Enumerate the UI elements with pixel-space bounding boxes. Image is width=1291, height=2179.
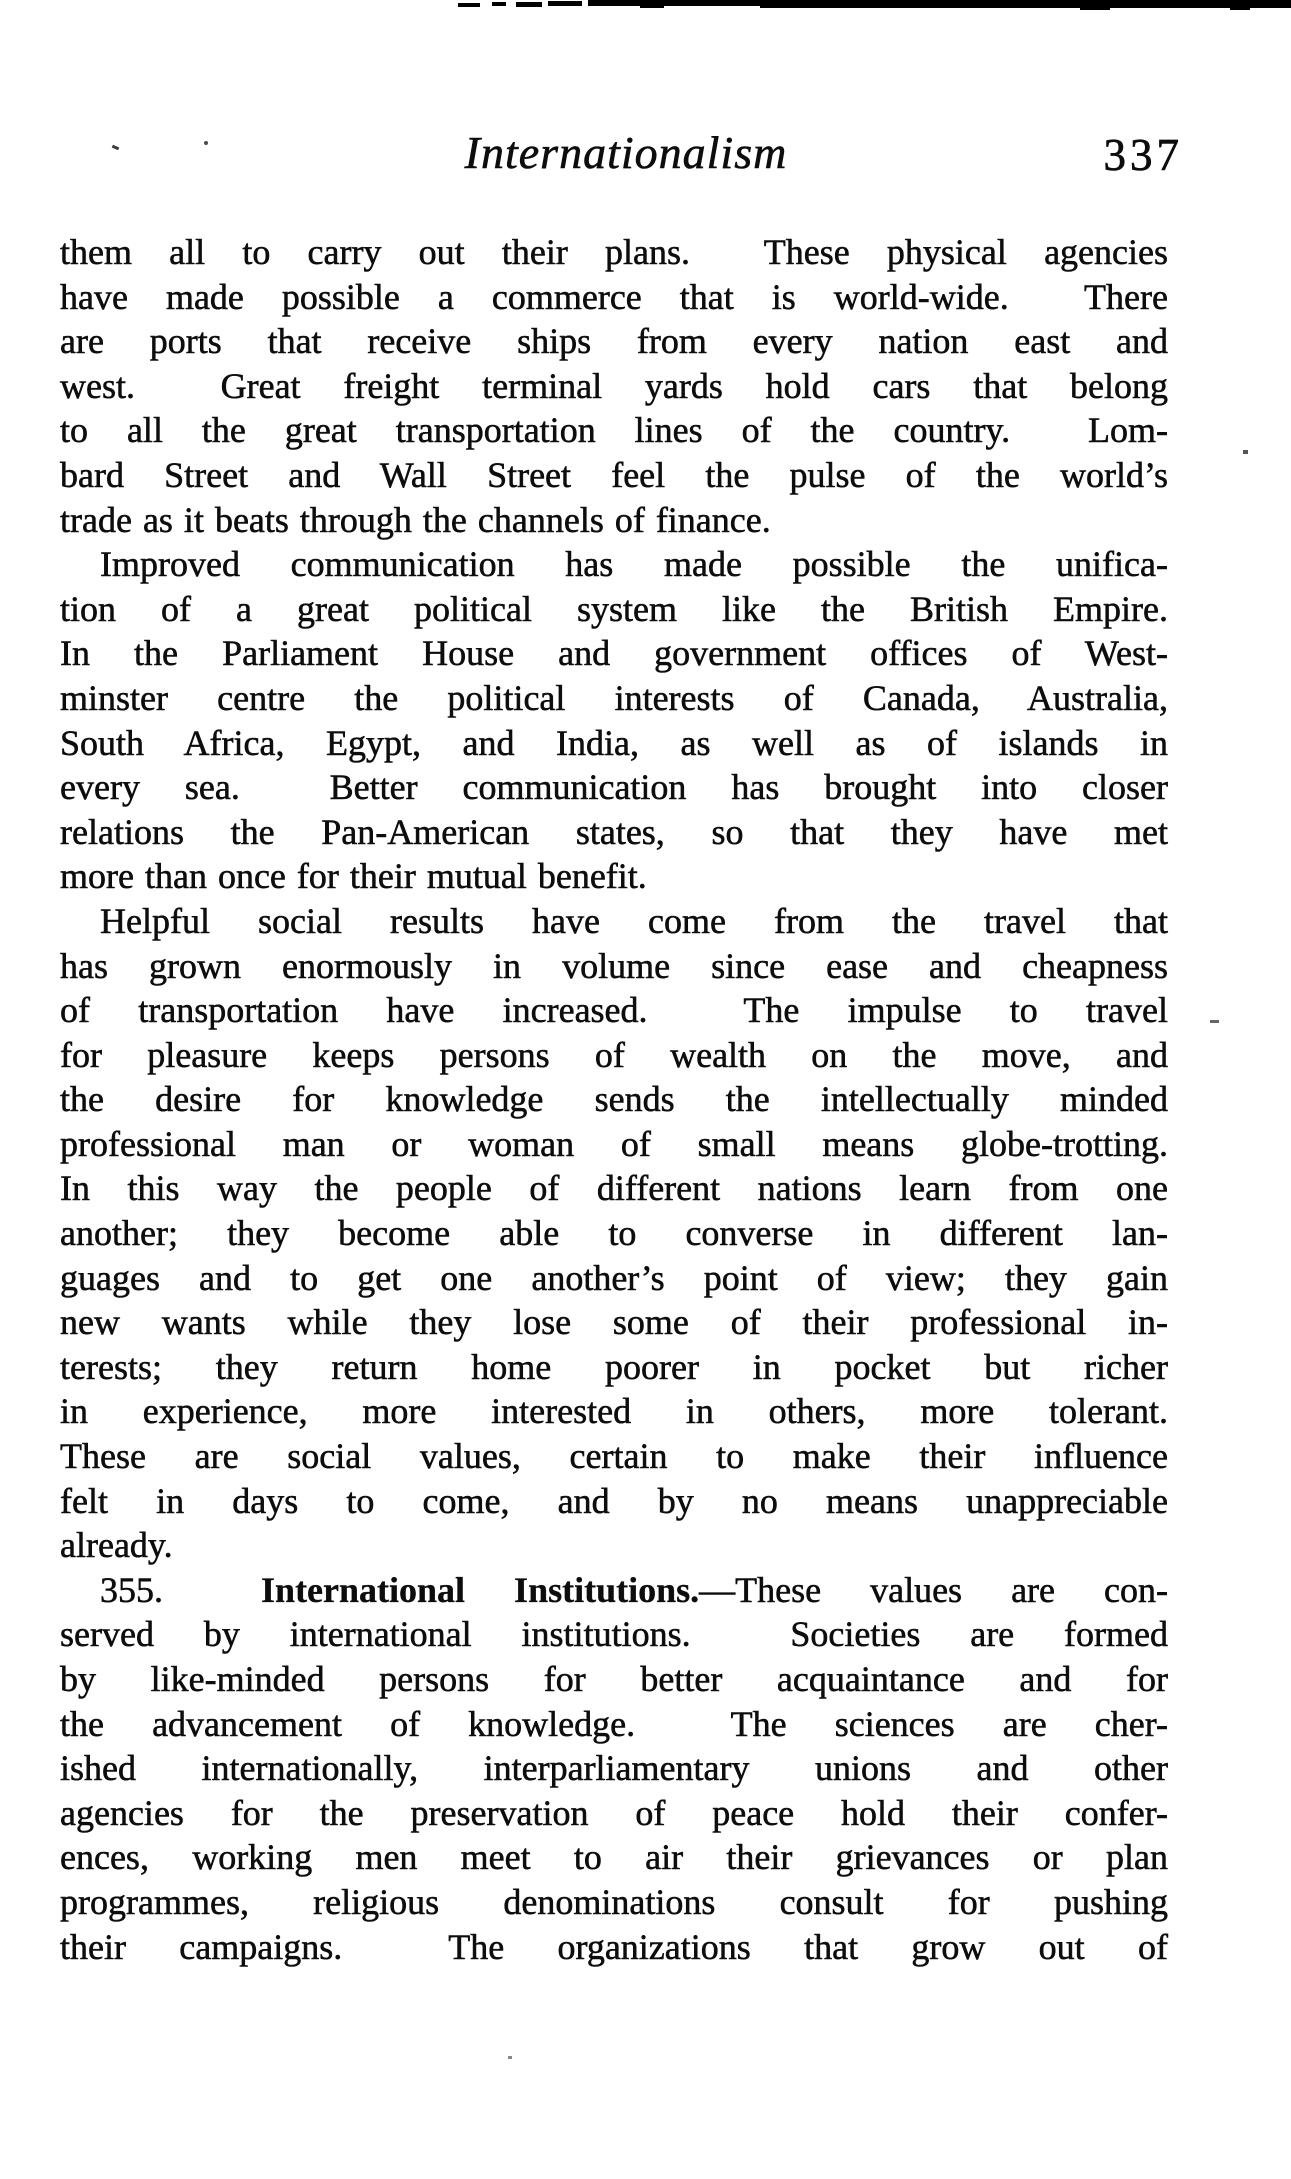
text-run: ished internationally, interparliamentary unions and other <box>60 1748 1168 1789</box>
text-line <box>60 1835 1168 1880</box>
text-line <box>60 275 1168 320</box>
paragraph <box>60 542 1168 899</box>
text-line <box>60 1657 1168 1702</box>
text-line <box>60 408 1168 453</box>
text-line <box>60 1122 1168 1167</box>
text-line <box>60 1211 1168 1256</box>
text-run: tion of a great political system like the British Empire. <box>60 588 1168 629</box>
text-run: minster centre the political interests of Canada, Australia, <box>60 677 1168 718</box>
text-run: the desire for knowledge sends the intellectually minded <box>60 1079 1168 1120</box>
text-line <box>60 854 1168 899</box>
text-run: west. Great freight terminal yards hold cars that belong <box>60 365 1168 406</box>
scan-edge-nub <box>1230 8 1250 10</box>
scan-edge-nub <box>1080 8 1110 10</box>
text-line <box>60 319 1168 364</box>
scan-edge-dash <box>458 3 480 7</box>
running-head-title: Internationalism <box>464 127 788 178</box>
text-run: programmes, religious denominations consult for pushing <box>60 1881 1168 1922</box>
text-line <box>60 810 1168 855</box>
text-run: In this way the people of different nations learn from one <box>60 1168 1168 1209</box>
text-line <box>60 1746 1168 1791</box>
page-number: 337 <box>1103 130 1183 180</box>
text-line <box>60 631 1168 676</box>
paragraph <box>60 899 1168 1568</box>
text-line <box>60 944 1168 989</box>
text-run: every sea. Better communication has brought into closer <box>60 767 1168 808</box>
text-line <box>60 498 1168 543</box>
text-run: Improved communication has made possible the unifica- <box>100 544 1168 585</box>
text-line <box>60 1166 1168 1211</box>
text-line <box>60 1479 1168 1524</box>
text-run: the advancement of knowledge. The sciences are cher- <box>60 1703 1168 1744</box>
text-run: felt in days to come, and by no means unappreciable <box>60 1480 1168 1521</box>
text-run: Helpful social results have come from the travel that <box>100 900 1168 941</box>
scan-speck <box>508 2056 512 2059</box>
text-run: In the Parliament House and government offices of West- <box>60 633 1168 674</box>
text-run: trade as it beats through the channels of finance. <box>60 499 771 540</box>
text-run: South Africa, Egypt, and India, as well as of islands in <box>60 722 1168 763</box>
text-run: relations the Pan-American states, so that they have met <box>60 811 1168 852</box>
text-line <box>60 1612 1168 1657</box>
text-run: professional man or woman of small means globe-trotting. <box>60 1123 1168 1164</box>
text-line <box>60 1077 1168 1122</box>
text-line <box>60 1434 1168 1479</box>
text-line <box>60 1523 1168 1568</box>
text-run: them all to carry out their plans. These physical agencies <box>60 232 1168 272</box>
section-heading: International Institutions. <box>261 1569 700 1610</box>
scan-edge-bar-thick <box>760 0 1291 8</box>
text-line <box>60 988 1168 1033</box>
text-line <box>60 721 1168 766</box>
text-run: in experience, more interested in others, more tolerant. <box>60 1391 1168 1432</box>
text-line <box>60 453 1168 498</box>
scan-speck <box>1210 1020 1219 1023</box>
text-run: agencies for the preservation of peace hold their confer- <box>60 1792 1168 1833</box>
text-run: of transportation have increased. The impulse to travel <box>60 990 1168 1031</box>
text-line <box>60 1300 1168 1345</box>
text-run: bard Street and Wall Street feel the pulse of the world’s <box>60 454 1168 495</box>
text-line <box>60 1033 1168 1078</box>
text-run: have made possible a commerce that is world-wide. There <box>60 276 1168 317</box>
text-run: has grown enormously in volume since ease and cheapness <box>60 945 1168 986</box>
paragraph <box>60 1568 1168 1969</box>
text-line <box>60 230 1168 275</box>
text-line <box>60 1880 1168 1925</box>
text-run: ences, working men meet to air their grievances or plan <box>60 1837 1168 1878</box>
text-run: to all the great transportation lines of the country. Lom- <box>60 410 1168 451</box>
text-line <box>60 1345 1168 1390</box>
text-line <box>60 1925 1168 1970</box>
text-line <box>60 1389 1168 1434</box>
scan-edge-dash <box>548 1 582 6</box>
scan-edge-nub <box>640 6 664 8</box>
text-line <box>60 676 1168 721</box>
scan-edge-dash <box>516 2 542 7</box>
text-run: 355. <box>100 1569 262 1610</box>
text-line <box>60 1791 1168 1836</box>
text-line <box>60 542 1168 587</box>
text-line <box>60 587 1168 632</box>
text-run: These are social values, certain to make their influence <box>60 1436 1168 1477</box>
text-line <box>60 1256 1168 1301</box>
text-run: are ports that receive ships from every nation east and <box>60 321 1168 362</box>
text-run: for pleasure keeps persons of wealth on the move, and <box>60 1034 1168 1075</box>
text-run: already. <box>60 1525 173 1566</box>
text-run: more than once for their mutual benefit. <box>60 856 647 897</box>
text-line <box>60 899 1168 944</box>
text-run: guages and to get one another’s point of view; they gain <box>60 1257 1168 1298</box>
text-line <box>60 1702 1168 1747</box>
scan-speck <box>1243 450 1248 454</box>
page-body <box>60 230 1168 1969</box>
text-run: another; they become able to converse in different lan- <box>60 1213 1168 1254</box>
text-line <box>60 1568 1168 1613</box>
text-run: —These values are con- <box>699 1569 1169 1610</box>
text-run: terests; they return home poorer in pocket but richer <box>60 1346 1168 1387</box>
scan-edge-dash <box>492 2 506 6</box>
text-line <box>60 765 1168 810</box>
text-run: served by international institutions. Societies are formed <box>60 1614 1168 1655</box>
text-run: by like-minded persons for better acquaintance and for <box>60 1659 1168 1699</box>
text-run: their campaigns. The organizations that grow out of <box>60 1926 1168 1967</box>
text-run: new wants while they lose some of their professional in- <box>60 1302 1168 1343</box>
paragraph <box>60 230 1168 542</box>
text-line <box>60 364 1168 409</box>
